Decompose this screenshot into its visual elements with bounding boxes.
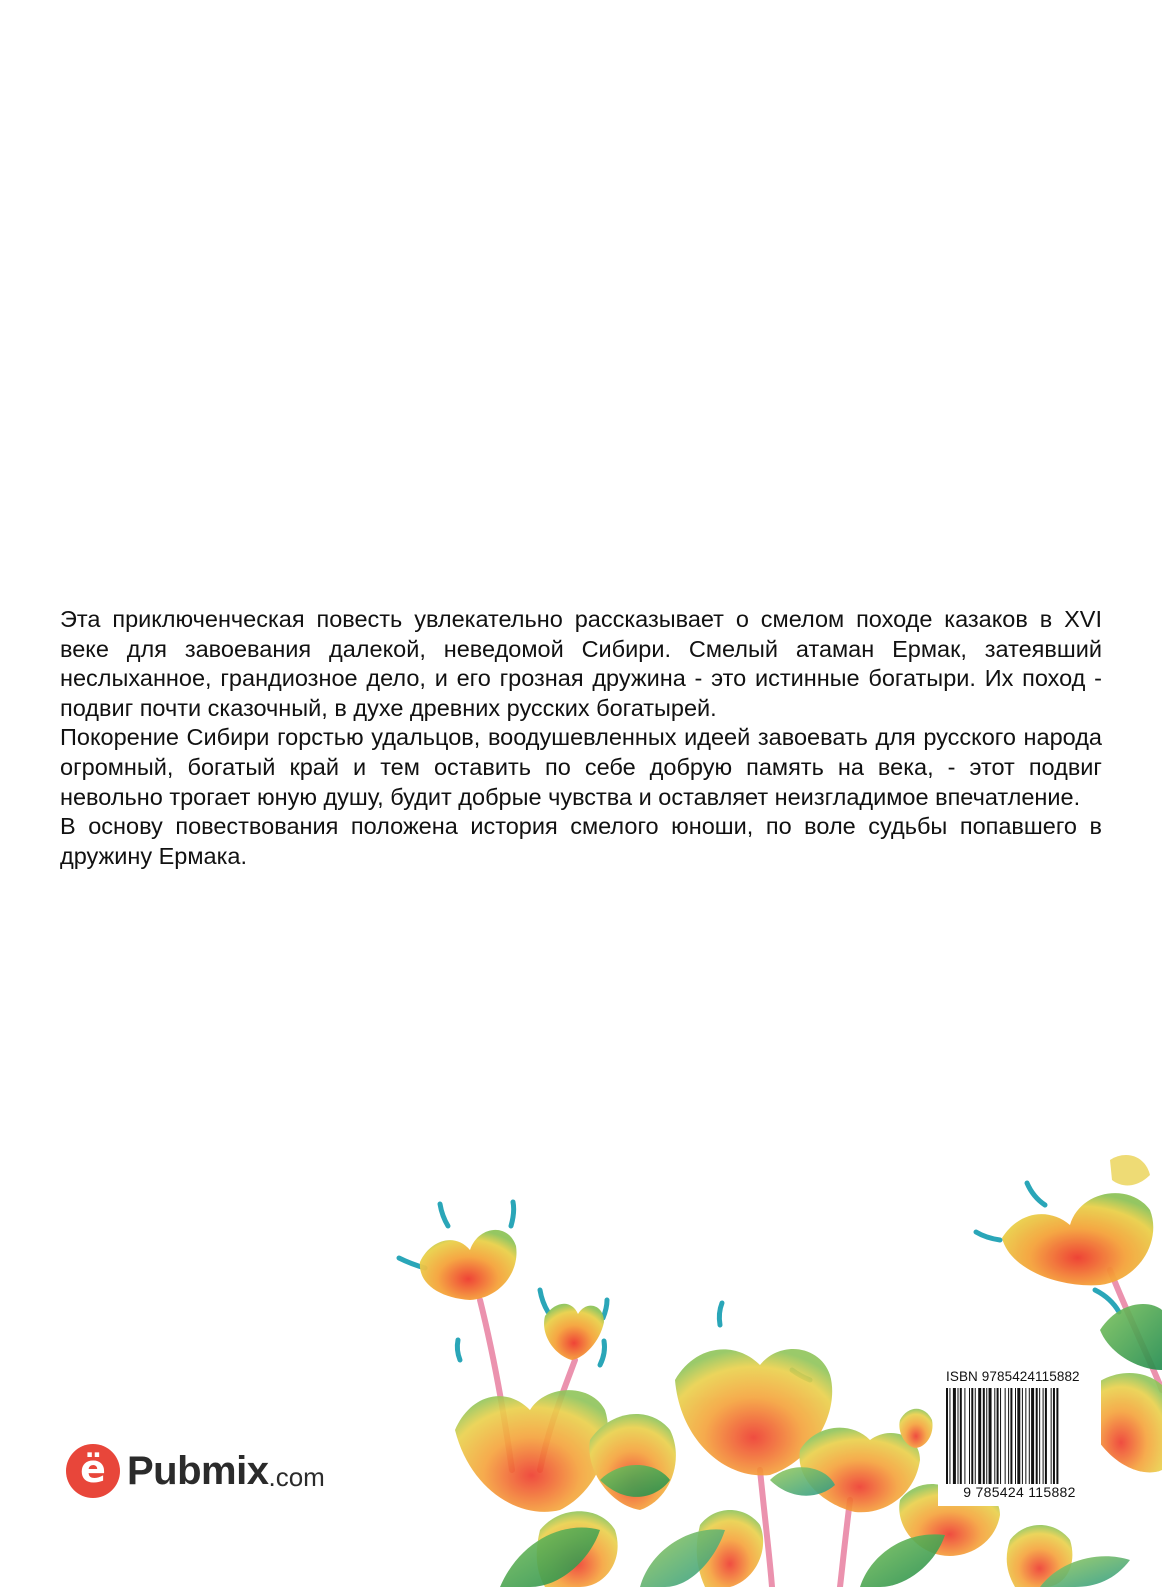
barcode-bar: [1051, 1388, 1052, 1484]
barcode-bar: [969, 1388, 970, 1484]
publisher-logo: [66, 1443, 325, 1499]
barcode-bar: [997, 1388, 999, 1484]
description-paragraph: Эта приключенческая повесть увлекательно рассказывает о смелом походе казаков в XVI веке для завоевания далекой, неведомой Сибири. Смелый атаман Ермак, затеявший неслыханное, грандиозное дело, и его грозная дружина - это истинные богатыри. Их поход - подвиг почти сказочный, в духе древних русских богатырей.: [60, 606, 1102, 721]
barcode-bar: [958, 1388, 959, 1484]
isbn-digits: 9 785424 115882: [963, 1484, 1076, 1500]
barcode-bar: [1005, 1388, 1006, 1484]
barcode-bar: [1022, 1388, 1023, 1484]
barcode-bar: [1029, 1388, 1030, 1484]
barcode-bar: [1045, 1388, 1047, 1484]
barcode-bar: [975, 1388, 976, 1484]
barcode-bar: [1015, 1388, 1016, 1484]
barcode-bar: [1010, 1388, 1012, 1484]
barcode-bar: [1043, 1388, 1044, 1484]
barcode-bar: [1017, 1388, 1020, 1484]
barcode-bar: [989, 1388, 992, 1484]
publisher-badge-icon: ё: [66, 1444, 120, 1498]
barcode-bar: [1039, 1388, 1040, 1484]
barcode-bar: [1025, 1388, 1026, 1484]
isbn-label: ISBN 9785424115882: [946, 1369, 1080, 1384]
barcode-bar: [986, 1388, 987, 1484]
barcode-bar: [953, 1388, 956, 1484]
book-description: [60, 605, 1102, 871]
barcode-bar: [1053, 1388, 1055, 1484]
description-paragraph: Покорение Сибири горстью удальцов, воодушевленных идеей завоевать для русского народа огромный, богатый край и тем оставить по себе добрую память на века, - этот подвиг невольно трогает юную душу, будит добрые чувства и оставляет неизгладимое впечатление.: [60, 724, 1102, 810]
barcode-bar: [946, 1388, 948, 1484]
barcode-bar: [949, 1388, 950, 1484]
publisher-domain: .com: [268, 1461, 325, 1492]
barcode-bar: [964, 1388, 965, 1484]
barcode-bar: [1000, 1388, 1001, 1484]
description-paragraph: В основу повествования положена история смелого юноши, по воле судьбы попавшего в дружину Ермака.: [60, 813, 1102, 869]
barcode-bar: [994, 1388, 995, 1484]
barcode-bar: [1008, 1388, 1009, 1484]
barcode-bar: [978, 1388, 981, 1484]
barcode-bar: [983, 1388, 985, 1484]
barcode-bar: [1036, 1388, 1038, 1484]
barcode-bar: [960, 1388, 962, 1484]
barcode-bar: [971, 1388, 973, 1484]
isbn-barcode: [938, 1366, 1101, 1506]
barcode-bar: [1056, 1388, 1058, 1484]
barcode-bar: [1031, 1388, 1034, 1484]
barcode-bars: [946, 1388, 1096, 1484]
publisher-name: Pubmix: [127, 1448, 269, 1493]
